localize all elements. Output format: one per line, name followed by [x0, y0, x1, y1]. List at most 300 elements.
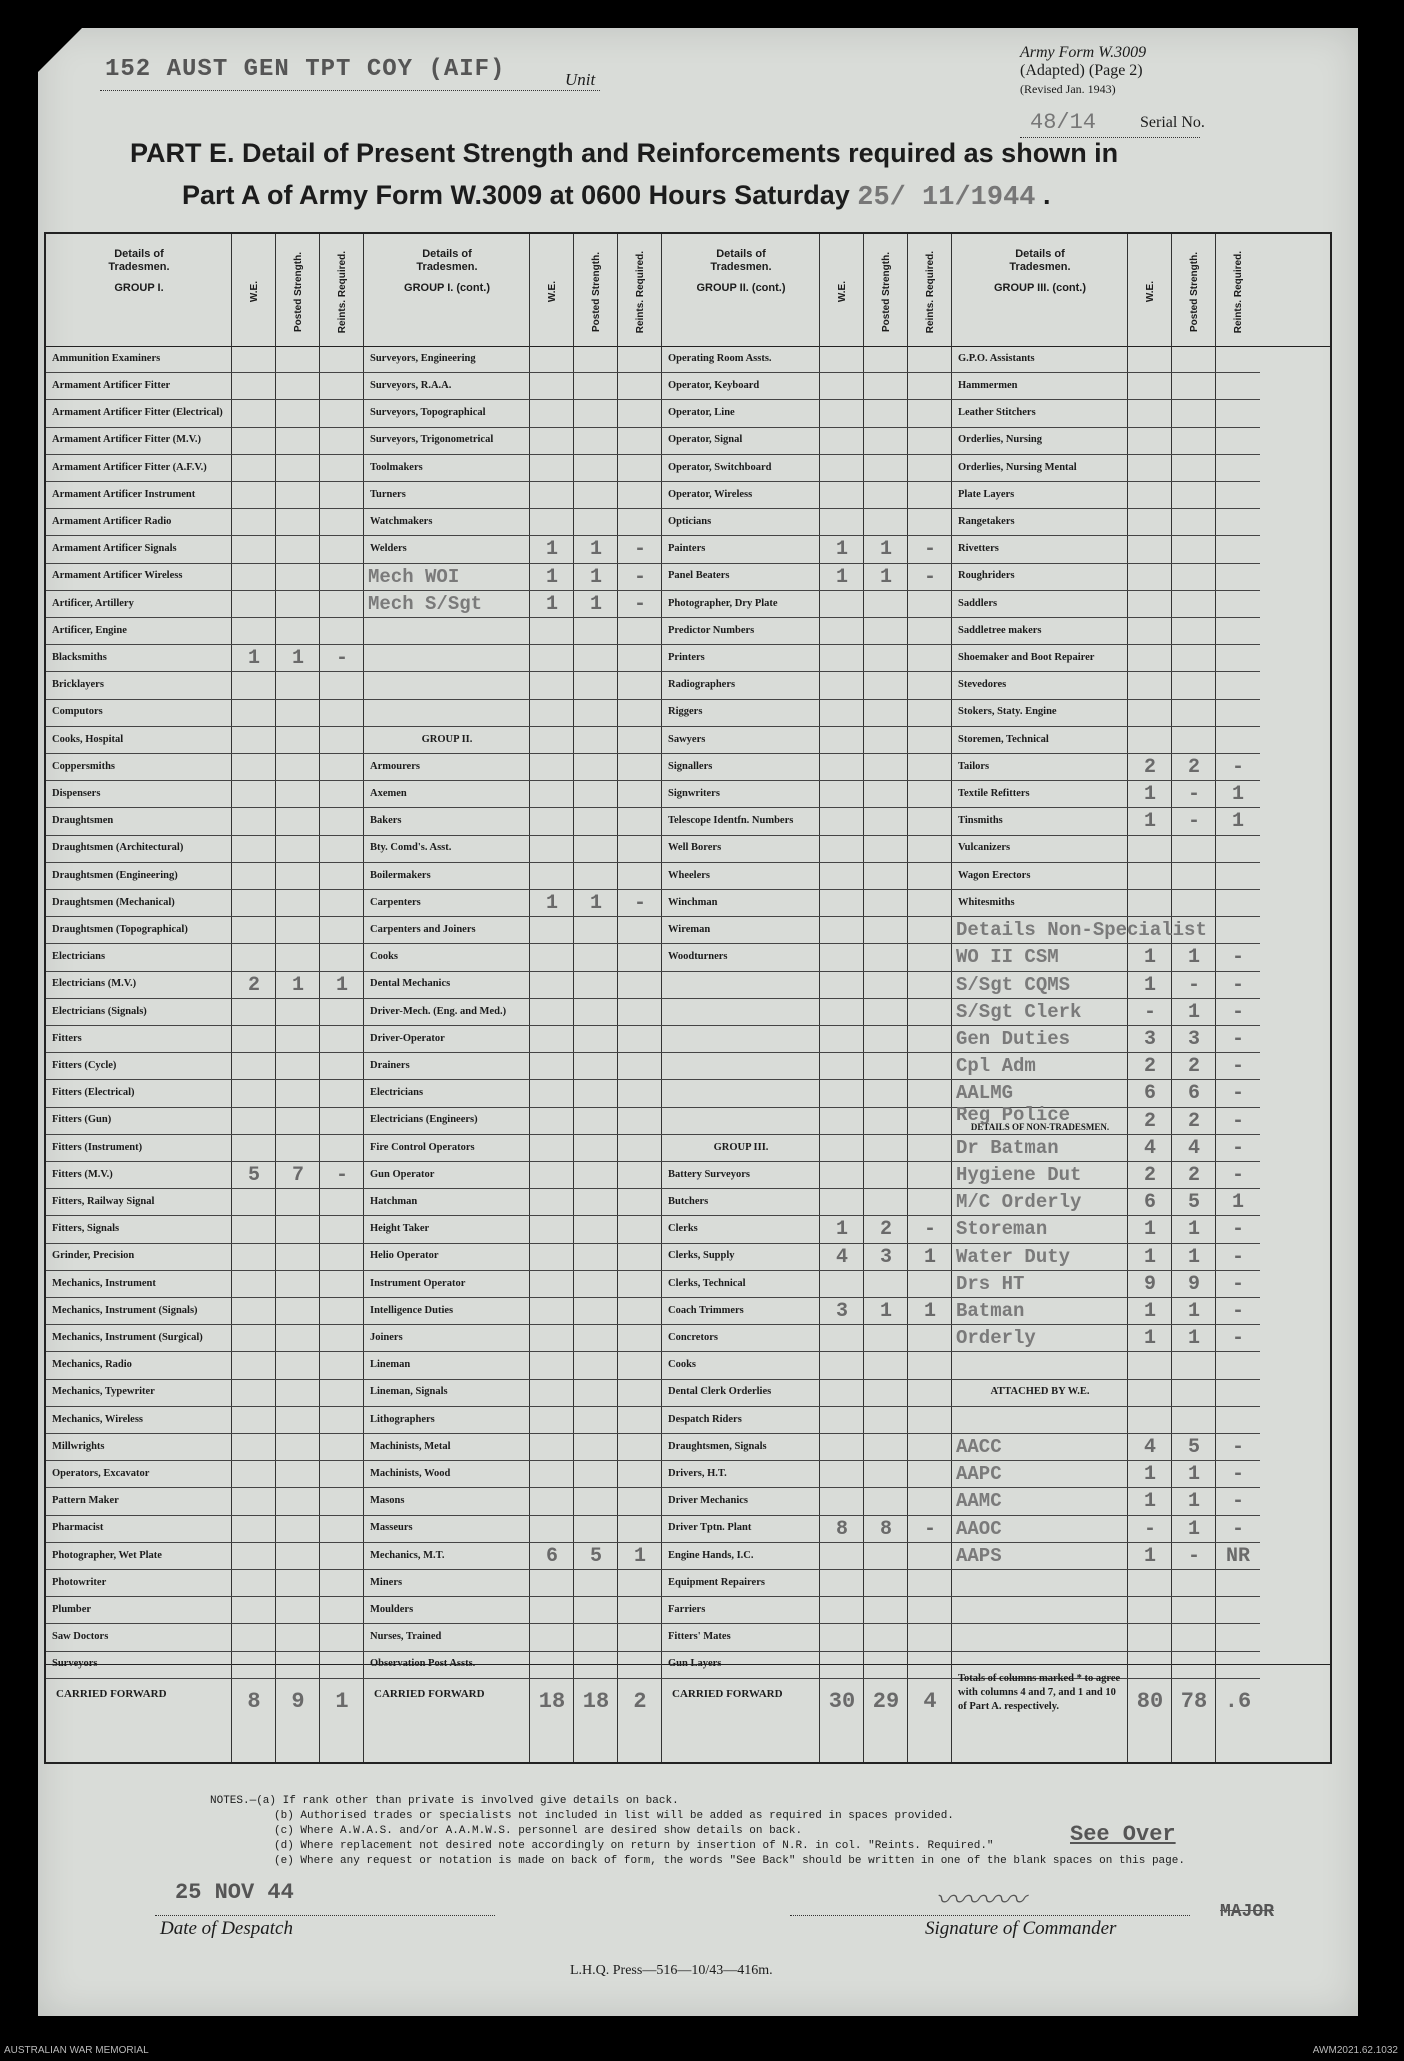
table-row — [952, 1543, 1260, 1570]
trade-label: Painters — [668, 543, 706, 555]
cell-reints: - — [335, 1164, 348, 1187]
trade-label: Miners — [370, 1576, 403, 1588]
dispatch-line — [155, 1915, 495, 1916]
trade-label: Hatchman — [370, 1196, 418, 1208]
trade-label: Fitters (M.V.) — [52, 1168, 113, 1180]
typed-entry: AAMC — [956, 1490, 1002, 1513]
trade-label: Winchman — [668, 896, 718, 908]
trade-label: Stevedores — [958, 679, 1007, 691]
trade-label: Watchmakers — [370, 516, 433, 528]
table-row — [952, 400, 1260, 427]
header-details-text: Details of Tradesmen. — [108, 248, 170, 273]
typed-entry: AAPS — [956, 1544, 1002, 1567]
cell-reints: - — [1231, 1136, 1244, 1160]
typed-entry: Reg Police — [956, 1103, 1071, 1126]
trade-label: Predictor Numbers — [668, 624, 755, 636]
trade-label: Tailors — [958, 760, 990, 772]
cell-we: 6 — [1143, 1082, 1156, 1106]
trade-label: Photographer, Dry Plate — [668, 597, 778, 609]
trade-label: Driver-Operator — [370, 1032, 445, 1044]
trade-label: Grinder, Precision — [52, 1250, 135, 1262]
table-row — [364, 1216, 662, 1243]
table-row — [46, 346, 364, 373]
table-row — [952, 346, 1260, 373]
cell-posted: 6 — [1187, 1082, 1200, 1106]
trade-label: GROUP III. — [713, 1141, 769, 1153]
table-row — [364, 972, 662, 999]
table-row — [364, 428, 662, 455]
table-row — [952, 1461, 1260, 1488]
trade-label: Pharmacist — [52, 1522, 104, 1534]
typed-entry: Details Non-Specialist — [956, 919, 1207, 942]
trade-label: Saddletree makers — [958, 624, 1042, 636]
table-row — [662, 808, 952, 835]
cell-we: 3 — [1143, 1028, 1156, 1051]
table-row — [662, 1135, 952, 1162]
table-row — [952, 1434, 1260, 1461]
trade-label: ATTACHED BY W.E. — [990, 1386, 1090, 1398]
cell-we: 6 — [545, 1544, 558, 1568]
table-row — [46, 808, 364, 835]
table-row — [662, 1597, 952, 1624]
trade-label: Dispensers — [52, 788, 101, 800]
unit-typed: 152 AUST GEN TPT COY (AIF) — [105, 56, 506, 83]
cell-posted: - — [1187, 783, 1200, 807]
cell-reints: - — [1231, 1028, 1244, 1051]
cell-reints: - — [633, 592, 646, 616]
trade-label: Operator, Line — [668, 407, 735, 419]
signature-label: Signature of Commander — [925, 1918, 1117, 1939]
table-row — [952, 482, 1260, 509]
cell-we: 1 — [247, 647, 260, 671]
trade-label: Leather Stitchers — [958, 407, 1036, 419]
table-row — [662, 1108, 952, 1135]
table-row — [662, 373, 952, 400]
header-posted-3 — [864, 242, 908, 342]
table-row — [952, 1407, 1260, 1434]
cell-posted: 2 — [1187, 1109, 1200, 1133]
typed-entry: Orderly — [956, 1327, 1036, 1350]
cell-posted: 1 — [291, 973, 304, 997]
cell-we: 1 — [1143, 1218, 1156, 1242]
cell-reints: - — [1231, 1245, 1244, 1269]
cell-we: 6 — [1143, 1191, 1156, 1215]
typed-entry: S/Sgt CQMS — [956, 973, 1071, 996]
table-row — [662, 564, 952, 591]
header-posted-4 — [1172, 242, 1216, 342]
table-row — [46, 1026, 364, 1053]
table-row — [364, 1108, 662, 1135]
carried-forward-we: 30 — [828, 1689, 856, 1714]
table-row — [952, 509, 1260, 536]
cell-posted: 1 — [589, 592, 602, 616]
table-row — [952, 944, 1260, 971]
header-details-text: Details of Tradesmen. — [1009, 248, 1071, 273]
table-row — [952, 890, 1260, 917]
cell-reints: - — [1231, 1300, 1244, 1323]
cell-we: 1 — [1143, 1463, 1156, 1487]
cell-posted: 1 — [1187, 1218, 1200, 1242]
trade-label: Panel Beaters — [668, 570, 730, 582]
printer-imprint: L.H.Q. Press—516—10/43—416m. — [570, 1963, 773, 1978]
table-row — [952, 972, 1260, 999]
table-row — [662, 1461, 952, 1488]
header-we-2 — [530, 242, 574, 342]
note-d: (d) Where replacement not desired note accordingly on return by insertion of N.R. in col. "Reints. Required." — [274, 1840, 994, 1852]
trade-label: Butchers — [668, 1196, 709, 1208]
cell-we: 1 — [1143, 1300, 1156, 1323]
header-details-2 — [364, 248, 530, 295]
cell-posted: 1 — [589, 565, 602, 589]
table-row — [662, 1053, 952, 1080]
table-row — [662, 1298, 952, 1325]
table-row — [364, 890, 662, 917]
trade-label: Rivetters — [958, 543, 999, 555]
cell-posted: 5 — [1187, 1191, 1200, 1215]
table-row — [952, 1216, 1260, 1243]
table-row — [952, 1570, 1260, 1597]
typed-entry: Drs HT — [956, 1272, 1025, 1295]
trade-label: Armament Artificer Fitter — [52, 380, 171, 392]
table-row — [662, 1434, 952, 1461]
cell-we: 1 — [835, 565, 848, 589]
cell-reints: - — [1231, 973, 1244, 997]
trade-label: Mechanics, Instrument — [52, 1277, 156, 1289]
table-row — [952, 1103, 1260, 1135]
table-row — [662, 1352, 952, 1379]
carried-forward-we: 18 — [538, 1689, 566, 1714]
table-row — [364, 1135, 662, 1162]
cell-reints: - — [923, 1517, 936, 1541]
trade-label: Armament Artificer Instrument — [52, 488, 196, 500]
header-reints-text: Reints. Required. — [336, 250, 348, 334]
table-row — [662, 917, 952, 944]
archive-id: AWM2021.62.1032 — [1312, 2045, 1398, 2056]
trade-label: Driver Mechanics — [668, 1495, 748, 1507]
table-row — [364, 1380, 662, 1407]
table-row — [46, 1162, 364, 1189]
cell-reints: - — [335, 647, 348, 671]
trade-label: Fitters — [52, 1032, 82, 1044]
table-row — [46, 1108, 364, 1135]
trade-label: Mechanics, Typewriter — [52, 1386, 155, 1398]
unit-line — [100, 90, 600, 91]
trade-label: Equipment Repairers — [668, 1576, 765, 1588]
cell-we: 1 — [1143, 810, 1156, 834]
trade-label: Clerks, Supply — [668, 1250, 735, 1262]
dispatch-label: Date of Despatch — [160, 1918, 293, 1939]
cell-reints: - — [1231, 1000, 1244, 1024]
carried-forward-reints: 2 — [633, 1689, 647, 1714]
table-row — [46, 400, 364, 427]
table-row — [662, 754, 952, 781]
header-we-3 — [820, 242, 864, 342]
trade-label: Electricians — [370, 1087, 424, 1099]
header-posted-text: Posted Strength. — [590, 251, 602, 332]
header-reints-4 — [1216, 242, 1260, 342]
trade-label: Engine Hands, I.C. — [668, 1549, 754, 1561]
table-row — [364, 1026, 662, 1053]
table-row — [46, 1271, 364, 1298]
table-row — [364, 1488, 662, 1515]
trade-label: Operator, Wireless — [668, 488, 753, 500]
header-details-3 — [662, 248, 820, 295]
cell-posted: 2 — [1187, 756, 1200, 779]
table-row — [662, 455, 952, 482]
table-row — [46, 1624, 364, 1651]
trade-label: Mechanics, Instrument (Surgical) — [52, 1332, 203, 1344]
cell-posted: 4 — [1187, 1136, 1200, 1160]
typed-entry: AAOC — [956, 1517, 1002, 1540]
cell-reints: 1 — [923, 1245, 936, 1269]
cell-reints: - — [1231, 1517, 1244, 1541]
trade-label: Computors — [52, 706, 103, 718]
table-row — [662, 1543, 952, 1570]
trade-label: Tinsmiths — [958, 815, 1003, 827]
table-row — [364, 944, 662, 971]
table-row — [662, 1516, 952, 1543]
carried-forward-reints: 4 — [923, 1689, 937, 1714]
table-row — [364, 808, 662, 835]
table-row — [364, 1271, 662, 1298]
cell-reints: 1 — [923, 1300, 936, 1323]
cell-reints: - — [1231, 1082, 1244, 1106]
header-we-text: W.E. — [248, 281, 260, 303]
cell-reints: - — [633, 565, 646, 589]
trade-label: DETAILS OF NON-TRADESMEN. — [970, 1121, 1110, 1132]
table-row — [364, 1570, 662, 1597]
header-posted-2 — [574, 242, 618, 342]
cell-we: 1 — [1143, 1245, 1156, 1269]
trade-label: Operator, Switchboard — [668, 461, 772, 473]
header-details-text: Details of Tradesmen. — [416, 248, 478, 273]
table-row — [364, 917, 662, 944]
trade-label: Photowriter — [52, 1576, 107, 1588]
cell-we: 9 — [1143, 1272, 1156, 1296]
table-row — [952, 645, 1260, 672]
cell-we: 1 — [835, 538, 848, 562]
table-row — [46, 1434, 364, 1461]
header-reints-text: Reints. Required. — [634, 250, 646, 334]
typed-entry: Mech WOI — [368, 565, 460, 588]
trade-label: Driver Tptn. Plant — [668, 1522, 752, 1534]
trade-label: Driver-Mech. (Eng. and Med.) — [370, 1005, 507, 1017]
table-row — [662, 400, 952, 427]
cell-we: 2 — [247, 973, 260, 997]
cell-reints: - — [633, 538, 646, 562]
header-reints-text: Reints. Required. — [924, 250, 936, 334]
cell-reints: - — [1231, 1436, 1244, 1459]
cell-posted: 8 — [879, 1517, 892, 1541]
trade-label: Blacksmiths — [52, 652, 107, 664]
cell-we: 1 — [1143, 1327, 1156, 1351]
table-row — [46, 836, 364, 863]
table-row — [952, 455, 1260, 482]
table-row — [46, 863, 364, 890]
trade-label: Machinists, Wood — [370, 1468, 451, 1480]
form-name: Army Form W.3009 — [1020, 44, 1147, 61]
carried-forward-posted: 78 — [1180, 1689, 1208, 1714]
note-b: (b) Authorised trades or specialists not included in list will be added as required in spaces provided. — [274, 1810, 954, 1822]
trade-label: Draughtsmen (Engineering) — [52, 869, 178, 881]
cell-we: 2 — [1143, 756, 1156, 779]
trade-label: Armament Artificer Fitter (Electrical) — [52, 407, 223, 419]
cell-we: 2 — [1143, 1055, 1156, 1079]
table-row — [46, 564, 364, 591]
table-row — [662, 836, 952, 863]
carried-forward-reints: .6 — [1224, 1689, 1252, 1714]
trade-label: Bricklayers — [52, 679, 104, 691]
trade-label: Plate Layers — [958, 488, 1015, 500]
header-group-text: GROUP III. (cont.) — [993, 282, 1087, 294]
cell-reints: NR — [1225, 1544, 1250, 1568]
cell-reints: - — [1231, 1272, 1244, 1296]
typed-entry: Hygiene Dut — [956, 1164, 1082, 1186]
trade-label: Electricians — [52, 951, 106, 963]
header-details-1 — [46, 248, 232, 295]
table-row — [364, 346, 662, 373]
cell-posted: 1 — [1187, 1245, 1200, 1269]
table-row — [364, 645, 662, 672]
table-row — [46, 890, 364, 917]
cell-posted: 1 — [1187, 1463, 1200, 1487]
trade-label: Storemen, Technical — [958, 733, 1049, 745]
trade-label: Carpenters and Joiners — [370, 924, 476, 936]
typed-entry: AAPC — [956, 1463, 1002, 1486]
trade-label: Moulders — [370, 1604, 414, 1616]
table-row — [46, 999, 364, 1026]
trade-label: Textile Refitters — [958, 788, 1030, 800]
trade-label: Nurses, Trained — [370, 1631, 442, 1643]
table-row — [952, 1488, 1260, 1515]
trade-label: Hammermen — [958, 380, 1018, 392]
trade-label: Fitters (Electrical) — [52, 1087, 135, 1099]
header-we-1 — [232, 242, 276, 342]
table-row — [952, 672, 1260, 699]
table-row — [662, 1026, 952, 1053]
cell-reints: 1 — [633, 1544, 646, 1568]
cell-we: - — [1143, 1517, 1156, 1541]
header-we-text: W.E. — [836, 281, 848, 303]
trade-label: Draughtsmen, Signals — [668, 1440, 767, 1452]
table-row — [662, 536, 952, 563]
table-row — [662, 1216, 952, 1243]
trade-label: Surveyors, R.A.A. — [370, 380, 452, 392]
unit-label: Unit — [565, 70, 596, 89]
trade-label: Despatch Riders — [668, 1413, 742, 1425]
table-row — [364, 373, 662, 400]
trade-label: Operating Room Assts. — [668, 352, 772, 364]
trade-label: Welders — [370, 543, 407, 555]
table-row — [952, 1189, 1260, 1216]
trade-label: Cooks — [370, 951, 399, 963]
trade-label: Operator, Signal — [668, 434, 743, 446]
table-row — [952, 618, 1260, 645]
cell-reints: - — [1231, 1463, 1244, 1487]
table-row — [952, 1135, 1260, 1162]
trade-label: Pattern Maker — [52, 1495, 119, 1507]
cell-reints: - — [1231, 1490, 1244, 1514]
trade-label: Armament Artificer Wireless — [52, 570, 183, 582]
table-row — [662, 346, 952, 373]
cell-posted: 1 — [879, 1300, 892, 1323]
cell-posted: 2 — [1187, 1055, 1200, 1079]
carried-forward-label: CARRIED FORWARD — [374, 1688, 485, 1700]
trade-label: Toolmakers — [370, 461, 423, 473]
trade-label: Dental Mechanics — [370, 978, 451, 990]
cell-we: 2 — [1143, 1109, 1156, 1133]
cell-we: 1 — [545, 592, 558, 616]
trade-label: Saddlers — [958, 597, 998, 609]
trade-label: Armourers — [370, 760, 420, 772]
table-row — [46, 1516, 364, 1543]
table-row — [952, 1162, 1260, 1189]
table-row — [46, 727, 364, 754]
cell-we: 4 — [835, 1245, 848, 1269]
cell-posted: 5 — [1187, 1436, 1200, 1459]
cell-posted: 3 — [1187, 1028, 1200, 1051]
table-row — [364, 1434, 662, 1461]
trade-label: Dental Clerk Orderlies — [668, 1386, 772, 1398]
table-row — [364, 1461, 662, 1488]
trade-label: Mechanics, Instrument (Signals) — [52, 1304, 198, 1316]
cell-posted: 2 — [879, 1218, 892, 1242]
typed-entry: Dr Batman — [956, 1136, 1059, 1159]
table-row — [952, 1298, 1260, 1325]
cell-reints: - — [633, 892, 646, 915]
trade-label: Electricians (Engineers) — [370, 1114, 478, 1126]
table-row — [46, 1461, 364, 1488]
table-row — [46, 1543, 364, 1570]
form-revised: (Revised Jan. 1943) — [1020, 82, 1116, 96]
table-row — [662, 890, 952, 917]
table-row — [364, 727, 662, 754]
table-row — [662, 645, 952, 672]
trade-label: Turners — [370, 488, 406, 500]
table-row — [952, 781, 1260, 808]
cell-reints: - — [1231, 756, 1244, 779]
trade-label: Draughtsmen (Mechanical) — [52, 896, 175, 908]
cell-posted: - — [1187, 810, 1200, 834]
signature: 〰〰〰 — [935, 1883, 1025, 1918]
cell-reints: 1 — [1231, 783, 1244, 807]
cell-we: 1 — [1143, 783, 1156, 807]
cell-posted: 2 — [1187, 1164, 1200, 1187]
trade-label: Cooks — [668, 1359, 697, 1371]
trade-label: Printers — [668, 652, 705, 664]
table-row — [364, 564, 662, 591]
trade-label: Saw Doctors — [52, 1631, 109, 1643]
cell-we: 1 — [835, 1218, 848, 1242]
trade-label: Armament Artificer Fitter (A.F.V.) — [52, 461, 207, 473]
trade-label: Boilermakers — [370, 869, 431, 881]
table-row — [46, 482, 364, 509]
table-row — [662, 1652, 952, 1679]
table-row — [364, 400, 662, 427]
carried-forward-we: 8 — [247, 1689, 261, 1714]
folded-corner — [38, 28, 82, 72]
table-row — [662, 591, 952, 618]
trade-label: Whitesmiths — [958, 896, 1015, 908]
title-suffix: . — [1043, 180, 1051, 210]
typed-entry: WO II CSM — [956, 946, 1059, 969]
trade-label: Vulcanizers — [958, 842, 1011, 854]
trade-label: Artificer, Engine — [52, 624, 127, 636]
table-row — [364, 672, 662, 699]
trade-label: Helio Operator — [370, 1250, 439, 1262]
trade-label: Bty. Comd's. Asst. — [370, 842, 452, 854]
cell-we: 1 — [1143, 1490, 1156, 1514]
